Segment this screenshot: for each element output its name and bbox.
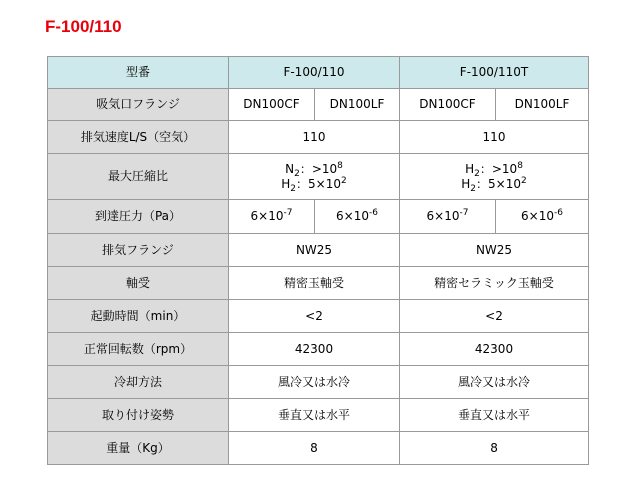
table-row-header [48, 57, 589, 89]
header-model-2: F-100/110T [400, 57, 589, 89]
table-row-cooling [48, 366, 589, 399]
cell-value: 精密セラミック玉軸受 [400, 267, 589, 300]
cell-value: 110 [400, 121, 589, 154]
row-label: 重量（Kg） [48, 432, 229, 465]
table-row-bearing [48, 267, 589, 300]
cell-value: NW25 [400, 234, 589, 267]
n2-ratio: $N_2$：$>10^8$ [285, 160, 343, 179]
cell-value: DN100LF [315, 89, 400, 121]
row-label: 排気速度L/S（空気） [48, 121, 229, 154]
table-row-exhaust [48, 234, 589, 267]
cell-value: <2 [229, 300, 400, 333]
cell-value: DN100LF [496, 89, 589, 121]
table-row-compression [48, 154, 589, 200]
cell-value: 42300 [400, 333, 589, 366]
h2-ratio-top: $H_2$：$>10^8$ [465, 160, 523, 179]
header-label: 型番 [48, 57, 229, 89]
page-title: F-100/110 [45, 17, 122, 36]
table-row-pump-speed [48, 121, 589, 154]
cell-value: 8 [229, 432, 400, 465]
row-label: 起動時間（min） [48, 300, 229, 333]
row-label: 到達圧力（Pa） [48, 200, 229, 234]
cell-value: 42300 [229, 333, 400, 366]
header-model-1: F-100/110 [229, 57, 400, 89]
table-row-weight [48, 432, 589, 465]
row-label: 排気フランジ [48, 234, 229, 267]
cell-value: DN100CF [400, 89, 496, 121]
cell-value: 風冷又は水冷 [400, 366, 589, 399]
cell-value: $6\times 10^{-6}$ [496, 200, 589, 234]
h2-ratio: $H_2$：$5\times 10^2$ [281, 175, 347, 194]
cell-value: 風冷又は水冷 [229, 366, 400, 399]
cell-value: $6\times 10^{-7}$ [229, 200, 315, 234]
cell-value: 精密玉軸受 [229, 267, 400, 300]
cell-value: $6\times 10^{-7}$ [400, 200, 496, 234]
cell-value: 垂直又は水平 [229, 399, 400, 432]
row-label: 冷却方法 [48, 366, 229, 399]
table-row-ultimate-pressure [48, 200, 589, 234]
cell-value: 8 [400, 432, 589, 465]
cell-value [400, 154, 589, 200]
cell-value [229, 154, 400, 200]
row-label: 正常回転数（rpm） [48, 333, 229, 366]
spec-table [47, 56, 589, 465]
cell-value: 垂直又は水平 [400, 399, 589, 432]
row-label: 軸受 [48, 267, 229, 300]
row-label: 最大圧縮比 [48, 154, 229, 200]
cell-value: <2 [400, 300, 589, 333]
table-row-mounting [48, 399, 589, 432]
row-label: 吸気口フランジ [48, 89, 229, 121]
h2-ratio: $H_2$：$5\times 10^2$ [461, 175, 527, 194]
cell-value: NW25 [229, 234, 400, 267]
cell-value: 110 [229, 121, 400, 154]
table-row-rotation [48, 333, 589, 366]
row-label: 取り付け姿勢 [48, 399, 229, 432]
cell-value: DN100CF [229, 89, 315, 121]
cell-value: $6\times 10^{-6}$ [315, 200, 400, 234]
table-row-inlet [48, 89, 589, 121]
table-row-startup [48, 300, 589, 333]
